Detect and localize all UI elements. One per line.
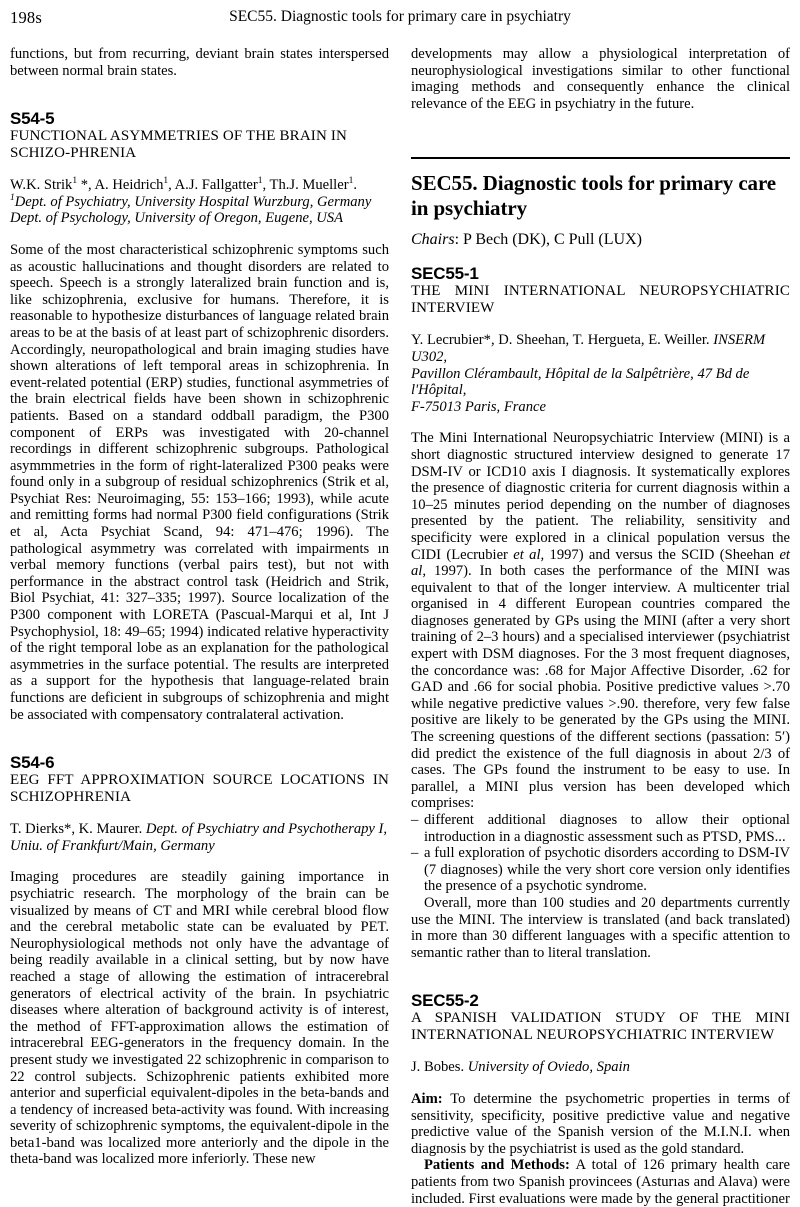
section-divider xyxy=(411,157,790,159)
abstract-number: SEC55-2 xyxy=(411,991,479,1011)
list-item-text: a full exploration of psychotic disorders according to DSM-IV (7 diagnoses) while the very short core version only identifies the presence of a psychotic syndrome. xyxy=(424,845,790,895)
abstract-body: Imaging procedures are steadily gaining importance in psychiatric research. The morphology of the brain can be visualized by means of CT and MRI while cerebral blood flow and the cerebral metabolic state can be evaluated by PET. Neurophysiological methods not only have the advantage of being readily available in a clinical setting, but by now have reached a stage of allowing the estimation of intracerebral generators of electrical activity of the brain. In psychiatric diseases where alteration of background activity is of interest, the method of FFT-approximation allows the estimation of intracerebral EEG-generators in the frequency domain. In the present study we investigated 22 schizophrenic in comparison to 22 control subjects. Schizophrenic patients exhibited more anterior and superficial equivalent-dipoles in the beta-bands and a tendency of increased beta-activity was found. With increasing severity of schizophrenic symptoms, the equivalent-dipole in the beta1-band was localized more anteriorly and the dipole in the theta-band was localized more inferiorly. These new xyxy=(10,869,389,1168)
abstract-number: S54-5 xyxy=(10,109,55,129)
abstract-affiliation-2: Dept. of Psychology, University of Oregon, Eugene, USA xyxy=(10,210,344,227)
dash-bullet-icon: – xyxy=(411,845,419,862)
methods-text: A total of 126 primary health care patients from two Spanish provincees (Asturıas and Alava) were included. First evaluations were made by the general practitioner xyxy=(411,1157,791,1207)
section-opener xyxy=(411,157,790,249)
dash-bullet-icon: – xyxy=(411,812,419,828)
abstract-affiliation-1: Dept. of Psychiatry and Psychotherapy I, xyxy=(145,821,388,838)
body-text-b: 1997) and versus the SCID (Sheehan xyxy=(544,546,780,563)
author-names: T. Dierks*, K. Maurer. xyxy=(10,821,146,838)
author-names: Y. Lecrubier*, D. Sheehan, T. Hergueta, E. Weiller. xyxy=(411,332,714,349)
abstract-sec55-1 xyxy=(411,264,790,961)
abstract-aim-paragraph xyxy=(411,1091,790,1157)
left-column xyxy=(10,46,389,1168)
author-affil-marker: 1 xyxy=(163,176,169,187)
abstract-body-part-1 xyxy=(411,430,790,812)
author-affil-marker: 1 xyxy=(348,176,354,187)
abstract-affiliation-1: INSERM U302, xyxy=(411,332,766,365)
page-folio: 198s xyxy=(10,8,42,27)
citation-et-al-1: et al, xyxy=(513,546,545,563)
right-continued-paragraph: developments may allow a physiological interpretation of neurophysiological investigations similar to other functional imaging methods and consequently enhance the clinical relevance of the EEG in psychiatry in the future. xyxy=(411,46,790,112)
aim-label: Aim: xyxy=(411,1090,443,1107)
body-text-c: 1997). In both cases the performance of the MINI was equivalent to that of the longer interview. A multicenter trial organised in 4 different European countries compared the diagnoses generated by GPs using the MINI (after a very short training of 2–3 hours) and a specialised interviewer (psychiatrist expert with DSM diagnoses. For the 3 most frequent diagnoses, the concordance was: .68 for Major Affective Disorder, .62 for GAD and .66 for social phobia. Positive predictive values >.70 while negative predictive values >.90. therefore, very few false positive are likely to be generated by the GPs using the MINI. The screening questions of the different sections (passation: 5′) did predict the existence of the full diagnosis in about 2/3 of cases. The GPs found the instrument to be easy to use. In parallel, a MINI plus version has been developed which comprises: xyxy=(411,563,790,812)
author-affil-marker: 1 xyxy=(72,176,78,187)
section-title: SEC55. Diagnostic tools for primary care in psychiatry xyxy=(411,171,777,221)
abstract-authors: W.K. Strik$^1$ *, A. Heidrich$^1$, A.J. Fallgatter$^1$, Th.J. Mueller$^1$. $^1$Dept. of Psychiatry, University Hospital Wurzburg, Germany xyxy=(10,176,372,210)
abstract-s54-6 xyxy=(10,753,389,1168)
aim-text: To determine the psychometric properties in terms of sensitivity, specificity, positive predictive value and negative predictive value of the Spanish version of the M.I.N.I. when diagnosis by the psychiatrist is used as the gold standard. xyxy=(411,1090,790,1157)
abstract-affiliation-1: University of Oviedo, Spain xyxy=(467,1059,630,1076)
abstract-sec55-2 xyxy=(411,991,790,1207)
abstract-body: Some of the most characteristical schizophrenic symptoms such as acoustic hallucinations and thought disorders are related to speech. Speech is a strongly lateralized brain function and is, like schizophrenia, exclusive for humans. Therefore, it is reasonable to hypothesize disturbances of language related brain areas to be at the basis of at least part of schizophrenic disorders. Accordingly, neuropathological and brain imaging studies have shown alterations of left temporal areas in schizophrenia. In event-related potential (ERP) studies, functional asymmetries of the brain electrical fields have been shown in schizophrenic patients. Based on a standard oddball paradigm, the P300 component of ERPs was investigated with 20-channel recordings in different schizophrenic subgroups. Pathological asymmmetries in the form of right-lateralized P300 peaks were found only in a subgroup of residual schizophrenics (Strik et al, Psychiat Res: Neuroimaging, 55: 153–166; 1993), while acute and remitting forms had normal P300 field configurations (Strik et al, Acta Psychiat Scand, 94: 471–476; 1996). The pathological asymmetry was correlated with impairments ın verbal memory functions (verbal pairs test), but not with performance in the abstract control task (Heidrich and Strik, Biol Psychiat, 41: 327–335; 1997). Source localization of the P300 component with LORETA (Pascual-Marqui et al, Int J Psychophysiol, 18: 49–65; 1994) indicated relative hyperactivity of the right temporal lobe as an explanation for the pathological asymmetries in the surface potential. The results are interpreted as a support for the hypothesis that language-related brain functions are deficient in subgroups of schizophrenia and might be associated with compensatory contralateral activation. xyxy=(10,241,389,723)
author-name-1: W.K. Strik xyxy=(10,177,73,194)
mini-plus-feature-list xyxy=(411,812,790,895)
abstract-title: EEG FFT APPROXIMATION SOURCE LOCATIONS IN SCHIZOPHRENIA xyxy=(10,772,389,806)
running-head xyxy=(10,8,790,34)
abstract-affiliation-1: Dept. of Psychiatry, University Hospital Wurzburg, Germany xyxy=(14,193,372,210)
author-name-2: , A. Heidrich xyxy=(88,177,164,194)
list-item xyxy=(411,845,790,895)
right-column xyxy=(411,46,790,1207)
section-chairs xyxy=(411,230,790,249)
abstract-s54-5 xyxy=(10,109,389,723)
citation-et-al-2: et al, xyxy=(411,546,790,580)
running-head-title: SEC55. Diagnostic tools for primary care in psychiatry xyxy=(229,8,571,25)
abstract-authors xyxy=(411,1059,790,1076)
abstract-authors xyxy=(411,332,790,365)
list-item-text: different additional diagnoses to allow their optional introduction in a diagnostic assessment such as PTSD, PMS... xyxy=(424,812,790,845)
author-name-4: , Th.J. Mueller xyxy=(262,177,349,194)
methods-label: Patients and Methods: xyxy=(424,1157,570,1174)
abstract-authors xyxy=(10,821,389,838)
list-item xyxy=(411,812,790,845)
abstract-affiliation-3: F-75013 Paris, France xyxy=(411,398,546,415)
abstract-methods-paragraph xyxy=(411,1157,790,1207)
abstract-number: S54-6 xyxy=(10,753,55,773)
two-column-body xyxy=(10,46,790,1207)
body-text-a: The Mini International Neuropsychiatric Interview (MINI) is a short diagnostic structured interview designed to generate 17 DSM-IV or ICD10 axis I diagnosis. It systematically explores the presence of diagnostic criteria for current diagnosis within a 10–25 minutes period depending on the number of diagnoses presented by the patient. The reliability, sensitivity and specificity were explored in a clinical population versus the CIDI (Lecrubier xyxy=(411,430,790,563)
abstract-affiliation-2: Uniu. of Frankfurt/Main, Germany xyxy=(10,837,215,854)
author-name-3: , A.J. Fallgatter xyxy=(168,177,258,194)
abstract-affiliation-2: Pavillon Clérambault, Hôpital de la Salpêtrière, 47 Bd de l'Hôpital, xyxy=(411,365,750,399)
author-affil-marker: 1 xyxy=(257,176,263,187)
affiliation-marker: 1 xyxy=(10,192,15,203)
abstract-body-part-2: Overall, more than 100 studies and 20 departments currently use the MINI. The interview is translated (and back translated) in more than 30 different languages with a specific attention to semantic rather than to literal translation. xyxy=(411,894,790,961)
left-continued-paragraph: functions, but from recurring, deviant brain states interspersed between normal brain states. xyxy=(10,46,389,79)
abstract-number: SEC55-1 xyxy=(411,264,479,284)
chairs-label: Chairs xyxy=(411,231,455,249)
author-names: J. Bobes. xyxy=(411,1059,468,1076)
chairs-value: : P Bech (DK), C Pull (LUX) xyxy=(454,231,642,249)
abstract-title: A SPANISH VALIDATION STUDY OF THE MINI INTERNATIONAL NEUROPSYCHIATRIC INTERVIEW xyxy=(411,1010,790,1044)
abstract-title: FUNCTIONAL ASYMMETRIES OF THE BRAIN IN SCHIZO-PHRENIA xyxy=(10,128,347,162)
abstract-title: THE MINI INTERNATIONAL NEUROPSYCHIATRIC INTERVIEW xyxy=(411,283,790,317)
